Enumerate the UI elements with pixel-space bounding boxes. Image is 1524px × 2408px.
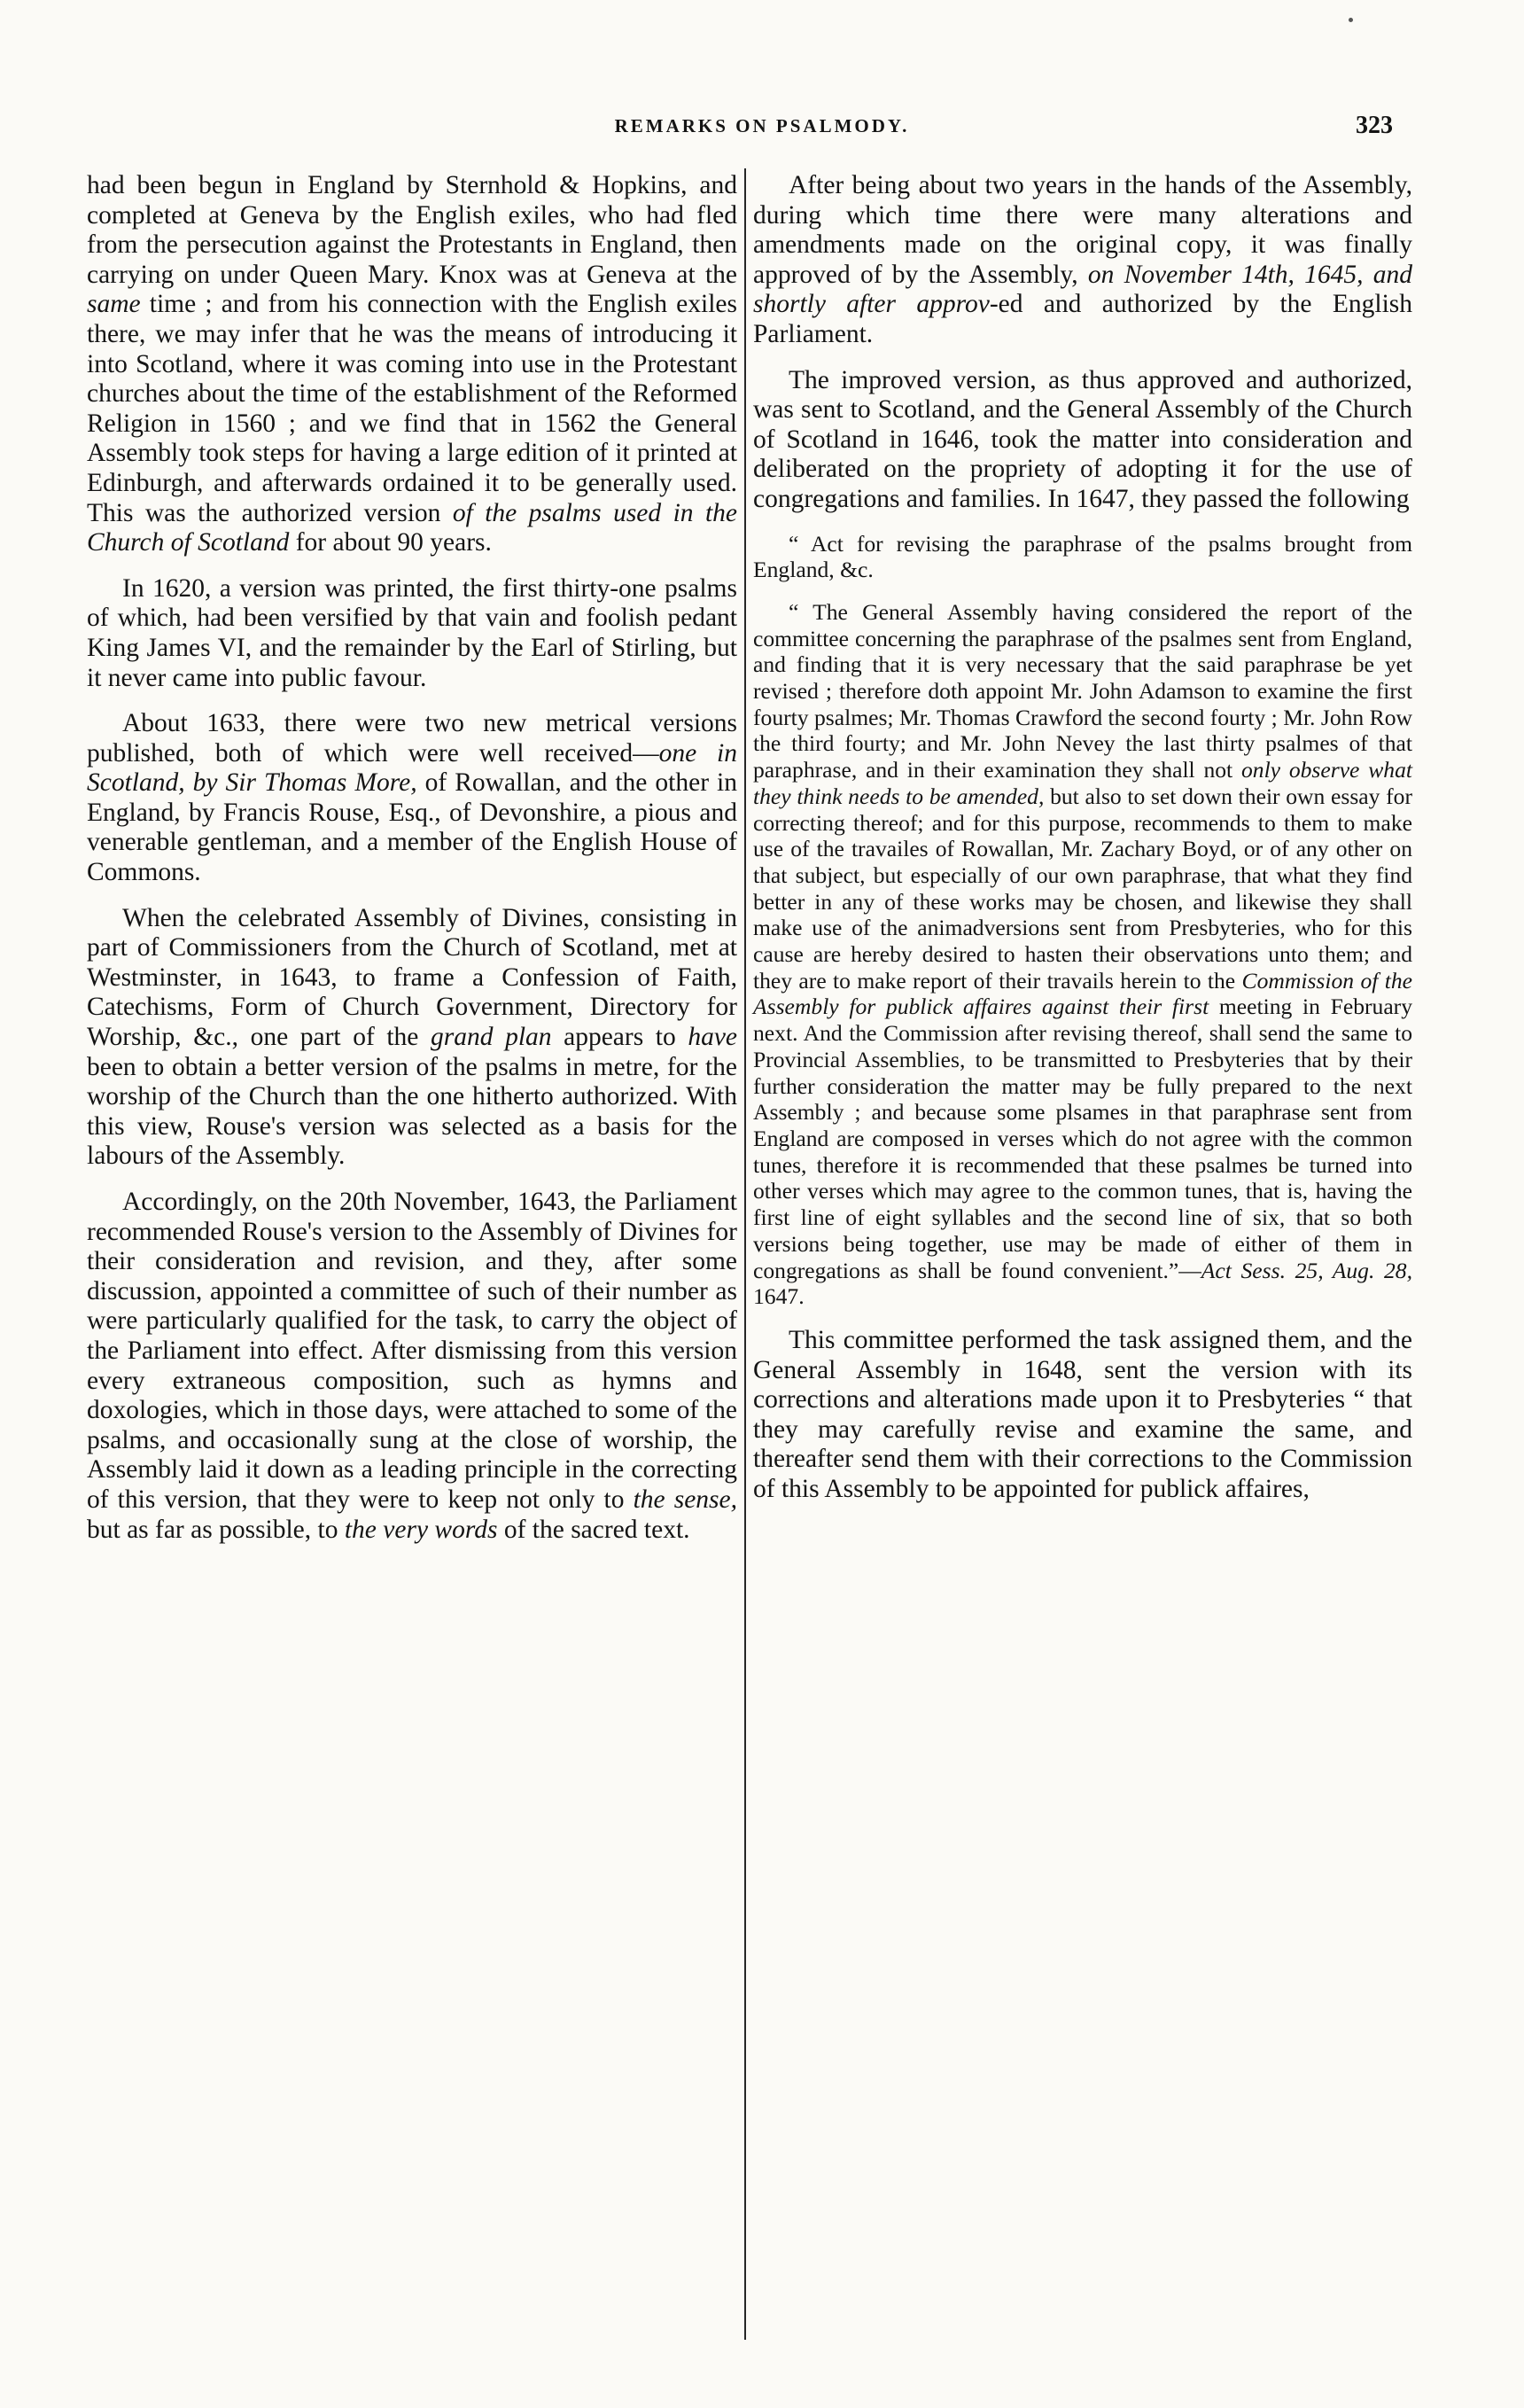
paragraph	[87, 1188, 737, 1545]
quoted-act	[753, 599, 1412, 1310]
text-run: of the sacred text.	[497, 1515, 690, 1544]
right-column	[753, 171, 1412, 1504]
italic-text: same	[87, 290, 141, 319]
text-run: time ; and from his connection with the English exiles there, we may infer that he was the means of introducing it into Scotland, where it was coming into use in the Protestant churches about the time of the establishment of the Reformed Religion in 1560 ; and we find that in 1562 the General Assembly took steps for having a large edition of it printed at Edinburgh, and afterwards ordained it to be generally used. This was the authorized version	[87, 290, 737, 527]
italic-text: the sense,	[633, 1485, 738, 1514]
italic-citation: Act Sess. 25, Aug. 28,	[1201, 1257, 1412, 1283]
italic-text: one in Scotland, by Sir Thomas More,	[87, 738, 738, 798]
text-run: appears to	[551, 1023, 688, 1052]
text-run: meeting in February next. And the Commission after revising thereof, shall send the same to Provincial Assemblies, to be transmitted to Presbyteries that by their further consideration the matter may be fully prepared to the next Assembly ; and because some plsames in that paraphrase sent from England are composed in verses which do not agree with the common tunes, therefore it is recommended that these psalmes be turned into other verses which may agree to the common tunes, that is, having the first line of eight syllables and the second line of six, that so both versions being together, use may be made of either of them in congregations as shall be found convenient.”—	[753, 994, 1412, 1283]
italic-text: have	[688, 1023, 737, 1052]
running-title: REMARKS ON PSALMODY.	[614, 115, 910, 136]
left-column	[87, 171, 737, 1545]
paragraph	[87, 904, 737, 1172]
paragraph: This committee performed the task assigned them, and the General Assembly in 1648, sent the version with its corrections and alterations made upon it to Presbyteries “ that they may carefully revise and examine the same, and thereafter send them with their corrections to the Commission of this Assembly to be appointed for publick affaires,	[753, 1325, 1412, 1503]
paragraph	[87, 171, 737, 558]
text-run: About 1633, there were two new metrical versions published, both of which were well received—	[87, 709, 737, 768]
text-run: but as far as possible, to	[87, 1515, 345, 1544]
text-run: of Rowallan, and the other in England, by Francis Rouse, Esq., of Devonshire, a pious and venerable gentleman, and a member of the English House of Commons.	[87, 768, 738, 887]
page-number: 323	[1356, 112, 1393, 139]
text-run: When the celebrated Assembly of Divines, consisting in part of Commissioners from the Church of Scotland, met at Westminster, in 1643, to frame a Confession of Faith, Catechisms, Form of Church Government, Directory for Worship, &c., one part of the	[87, 903, 737, 1052]
text-run: been to obtain a better version of the psalms in metre, for the worship of the Church than the one hitherto authorized. With this view, Rouse's version was selected as a basis for the labours of the Assembly.	[87, 1052, 737, 1171]
text-run: but also to set down their own essay for correcting thereof; and for this purpose, recommends to them to make use of the travailes of Rowallan, Mr. Zachary Boyd, or of any other on that subject, but especially of our own paraphrase, that what they find better in any of these works may be chosen, and likewise they shall make use of the animadversions sent from Presbyteries, who for this cause are hereby desired to hasten their observations unto them; and they are to make report of their travails herein to the	[753, 783, 1412, 994]
column-divider	[744, 168, 746, 2340]
italic-text: only observe what they think needs to be amended,	[753, 757, 1412, 809]
ink-speck	[1349, 18, 1353, 22]
paragraph: The improved version, as thus approved and authorized, was sent to Scotland, and the General Assembly of the Church of Scotland in 1646, took the matter into consideration and deliberated on the propriety of adopting it for the use of congregations and families. In 1647, they passed the following	[753, 365, 1412, 513]
italic-text: on November 14th, 1645, and shortly after approv-	[753, 260, 1412, 319]
text-run: 1647.	[753, 1283, 805, 1310]
text-run: “ The General Assembly having considered the report of the committee concerning the paraphrase of the psalmes sent from England, and finding that it is very necessary that the said paraphrase be yet revised ; therefore doth appoint Mr. John Adamson to examine the first fourty psalmes; Mr. Thomas Crawford the second fourty ; Mr. John Row the third fourty; and Mr. John Nevey the last thirty psalmes of that paraphrase, and in their examination they shall not	[753, 598, 1412, 783]
running-head	[0, 112, 1524, 151]
paragraph	[87, 709, 737, 888]
paragraph: In 1620, a version was printed, the first thirty-one psalms of which, had been versified by that vain and foolish pedant King James VI, and the remainder by the Earl of Stirling, but it never came into public favour.	[87, 573, 737, 692]
act-heading: “ Act for revising the paraphrase of the psalms brought from England, &c.	[753, 530, 1412, 583]
italic-text: of the psalms used in the Church of Scotland	[87, 498, 737, 557]
italic-text: the very words	[344, 1515, 498, 1544]
text-run: After being about two years in the hands of the Assembly, during which time there were many alterations and amendments made on the original copy, it was finally approved of by the Assembly,	[753, 171, 1412, 289]
text-run: ed and authorized by the English Parliament.	[753, 290, 1412, 348]
text-run: had been begun in England by Sternhold & Hopkins, and completed at Geneva by the English exiles, who had fled from the persecution against the Protestants in England, then carrying on under Queen Mary. Knox was at Geneva at the	[87, 171, 737, 289]
text-run: for about 90 years.	[289, 528, 492, 557]
italic-text: Commission of the Assembly for publick affaires against their first	[753, 967, 1413, 1020]
text-run: Accordingly, on the 20th November, 1643, the Parliament recommended Rouse's version to the Assembly of Divines for their consideration and revision, and they, after some discussion, appointed a committee of such of their number as were particularly qualified for the task, to carry the object of the Parliament into effect. After dismissing from this version every extraneous composition, such as hymns and doxologies, which in those days, were attached to some of the psalms, and occasionally sung at the close of worship, the Assembly laid it down as a leading principle in the correcting of this version, that they were to keep not only to	[87, 1188, 737, 1514]
italic-text: grand plan	[431, 1023, 552, 1052]
paragraph	[753, 171, 1412, 350]
